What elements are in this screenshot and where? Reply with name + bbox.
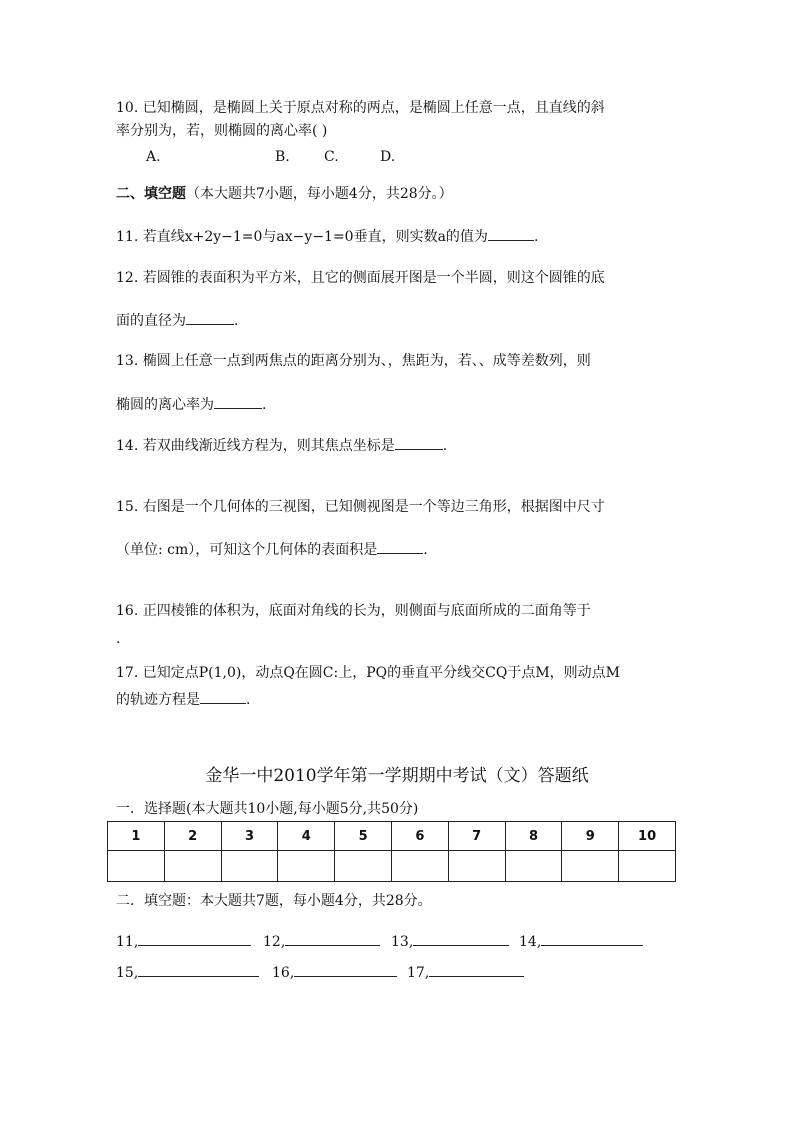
answer-sheet-title: 金华一中2010学年第一学期期中考试（文）答题纸 bbox=[205, 766, 589, 786]
section2-note: （本大题共7小题，每小题4分，共28分。） bbox=[186, 186, 453, 202]
answer-table bbox=[107, 821, 676, 882]
q16-line2: . bbox=[116, 631, 121, 647]
answer-blank-line[interactable] bbox=[138, 962, 259, 977]
q12-line2 bbox=[116, 310, 238, 331]
answer-blank-line[interactable] bbox=[541, 931, 643, 946]
answer-blank-line[interactable] bbox=[294, 962, 397, 977]
answer-section1-title: 一．选择题(本大题共10小题,每小题5分,共50分) bbox=[116, 801, 419, 817]
answer-table-header: 5 bbox=[335, 822, 392, 851]
answer-table-header-row bbox=[108, 822, 676, 851]
q15-end: . bbox=[423, 542, 428, 558]
answer-table-header: 6 bbox=[391, 822, 448, 851]
answer-blank-label: 14, bbox=[519, 934, 542, 950]
answer-cell[interactable] bbox=[108, 851, 165, 882]
q11-blank[interactable] bbox=[488, 226, 534, 241]
q14-text: 14. 若双曲线渐近线方程为，则其焦点坐标是 bbox=[116, 438, 395, 454]
answer-table-header: 10 bbox=[619, 822, 676, 851]
answer-cell[interactable] bbox=[221, 851, 278, 882]
answer-blank-label: 15, bbox=[116, 965, 139, 981]
answer-blank-14 bbox=[519, 931, 643, 952]
q17-line1: 17. 已知定点P(1,0)，动点Q在圆C:上，PQ的垂直平分线交CQ于点M，则动点M bbox=[116, 665, 620, 681]
answer-blank-label: 13, bbox=[391, 934, 414, 950]
answer-blank-15 bbox=[116, 962, 259, 983]
answer-table-answer-row bbox=[108, 851, 676, 882]
q13-line2 bbox=[116, 394, 266, 415]
answer-blank-line[interactable] bbox=[429, 962, 524, 977]
answer-blank-17 bbox=[407, 962, 524, 983]
answer-section2-title: 二．填空题：本大题共7题，每小题4分，共28分。 bbox=[116, 893, 432, 909]
q11-text: 11. 若直线x+2y−1=0与ax−y−1=0垂直，则实数a的值为 bbox=[116, 229, 488, 245]
q14-blank[interactable] bbox=[395, 435, 443, 450]
answer-table-header: 2 bbox=[164, 822, 221, 851]
q14-end: . bbox=[442, 438, 448, 454]
answer-cell[interactable] bbox=[278, 851, 335, 882]
answer-table-header: 9 bbox=[562, 822, 619, 851]
section2-title: 二、填空题 bbox=[116, 186, 186, 202]
answer-blank-line[interactable] bbox=[285, 931, 380, 946]
q12-line1: 12. 若圆锥的表面积为平方米，且它的侧面展开图是一个半圆，则这个圆锥的底 bbox=[116, 270, 605, 286]
answer-blank-line[interactable] bbox=[138, 931, 251, 946]
q16-line1: 16. 正四棱锥的体积为，底面对角线的长为，则侧面与底面所成的二面角等于 bbox=[116, 603, 591, 619]
answer-cell[interactable] bbox=[619, 851, 676, 882]
q15-line2 bbox=[116, 539, 428, 560]
q12-blank[interactable] bbox=[186, 310, 234, 325]
answer-blank-12 bbox=[263, 931, 380, 952]
answer-blank-11 bbox=[116, 931, 251, 952]
answer-blank-13 bbox=[391, 931, 509, 952]
q10-option-a: A. bbox=[146, 149, 161, 165]
answer-table-header: 7 bbox=[448, 822, 505, 851]
answer-table-header: 4 bbox=[278, 822, 335, 851]
q13-line2-text: 椭圆的离心率为 bbox=[116, 397, 214, 413]
answer-cell[interactable] bbox=[391, 851, 448, 882]
q13-blank[interactable] bbox=[214, 394, 262, 409]
q13-line1: 13. 椭圆上任意一点到两焦点的距离分别为、，焦距为，若、、成等差数列，则 bbox=[116, 353, 591, 369]
q13-end: . bbox=[262, 397, 267, 413]
q14 bbox=[116, 435, 447, 456]
answer-blank-label: 16, bbox=[272, 965, 295, 981]
answer-cell[interactable] bbox=[505, 851, 562, 882]
q11 bbox=[116, 226, 538, 247]
q15-blank[interactable] bbox=[377, 539, 423, 554]
q17-line2-text: 的轨迹方程是 bbox=[116, 692, 200, 708]
q10-line1: 10. 已知椭圆，是椭圆上关于原点对称的两点，是椭圆上任意一点，且直线的斜 bbox=[116, 100, 605, 116]
q17-blank[interactable] bbox=[200, 689, 246, 704]
answer-blank-16 bbox=[272, 962, 397, 983]
answer-cell[interactable] bbox=[335, 851, 392, 882]
q12-end: . bbox=[234, 313, 239, 329]
answer-cell[interactable] bbox=[562, 851, 619, 882]
q12-line2-text: 面的直径为 bbox=[116, 313, 186, 329]
answer-blank-label: 12, bbox=[263, 934, 286, 950]
answer-cell[interactable] bbox=[448, 851, 505, 882]
answer-cell[interactable] bbox=[164, 851, 221, 882]
q10-option-b: B. bbox=[275, 149, 290, 165]
q15-line1: 15. 右图是一个几何体的三视图，已知侧视图是一个等边三角形，根据图中尺寸 bbox=[116, 499, 605, 515]
q11-end: . bbox=[533, 229, 539, 245]
answer-table-header: 1 bbox=[108, 822, 165, 851]
q10-option-d: D. bbox=[380, 149, 396, 165]
answer-blank-line[interactable] bbox=[413, 931, 509, 946]
q10-option-c: C. bbox=[324, 149, 339, 165]
q17-line2 bbox=[116, 689, 250, 710]
answer-table-header: 8 bbox=[505, 822, 562, 851]
q17-end: . bbox=[246, 692, 251, 708]
answer-blank-label: 11, bbox=[116, 934, 139, 950]
answer-blank-label: 17, bbox=[407, 965, 430, 981]
answer-table-header: 3 bbox=[221, 822, 278, 851]
section2-header bbox=[116, 184, 453, 204]
q10-line2: 率分别为，若，则椭圆的离心率( ) bbox=[116, 123, 328, 139]
q15-line2-text: （单位: cm），可知这个几何体的表面积是 bbox=[116, 542, 378, 558]
